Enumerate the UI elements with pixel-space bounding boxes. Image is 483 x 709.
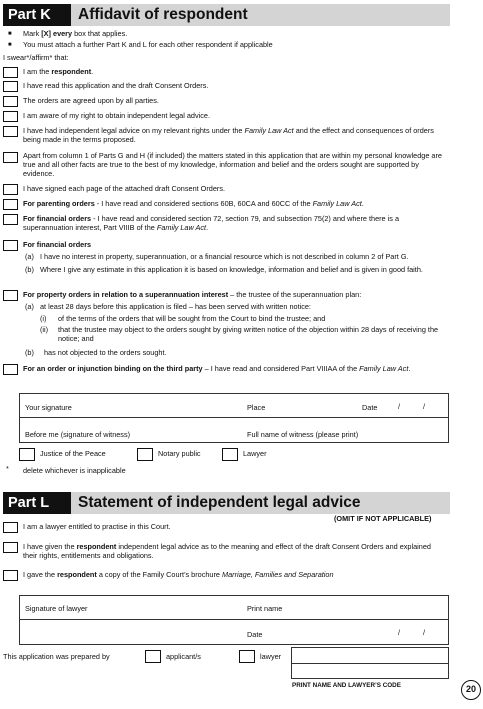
checkbox-gave-brochure[interactable]	[3, 570, 18, 581]
statement-served-notice: at least 28 days before this application is filed – has been served with written notice:	[40, 302, 311, 311]
before-me-label: Before me (signature of witness)	[25, 430, 131, 439]
checkbox-parenting-orders[interactable]	[3, 199, 18, 210]
statement-matters-true: Apart from column 1 of Parts G and H (if included) the matters stated in this application that are within my personal knowledge are true and all other facts are true to the best of my knowledge, information and belief and the orders sought are supported by evidence.	[23, 151, 442, 178]
notary-public-label: Notary public	[158, 449, 201, 458]
item-label: (b)	[25, 348, 34, 357]
print-name-code-label: PRINT NAME AND LAWYER’S CODE	[292, 682, 401, 689]
checkbox-justice-of-peace[interactable]	[19, 448, 35, 461]
justice-of-peace-label: Justice of the Peace	[40, 449, 106, 458]
item-label: (i)	[40, 314, 47, 323]
date-label: Date	[247, 630, 263, 639]
checkbox-signed-pages[interactable]	[3, 184, 18, 195]
checkbox-lawyer-entitled[interactable]	[3, 522, 18, 533]
part-l-header	[3, 492, 450, 514]
item-label: (b)	[25, 265, 34, 274]
divider	[291, 663, 449, 664]
statement-no-interest: I have no interest in property, superannuation, or a financial resource which is not described in column 2 of Part G.	[40, 252, 409, 261]
date-separator: /	[398, 402, 401, 411]
applicant-label: applicant/s	[166, 652, 201, 661]
statement-respondent: I am the respondent.	[23, 67, 94, 76]
statement-trustee-may-object: that the trustee may object to the orders sought by giving written notice of the objection within 28 days of receiving the notice; and	[58, 325, 439, 343]
checkbox-lawyer-prepared[interactable]	[239, 650, 255, 663]
statement-gave-brochure: I gave the respondent a copy of the Family Court’s brochure Marriage, Families and Separation	[23, 570, 334, 579]
instruction-mark-every: Mark [X] every box that applies.	[23, 29, 128, 38]
lawyer-prepared-label: lawyer	[260, 652, 282, 661]
checkbox-matters-true[interactable]	[3, 152, 18, 163]
part-k-label: Part K	[3, 4, 71, 26]
statement-terms-of-orders: of the terms of the orders that will be sought from the Court to bind the trustee; and	[58, 314, 326, 323]
place-label: Place	[247, 403, 266, 412]
checkbox-financial-orders-sections[interactable]	[3, 214, 18, 225]
checkbox-lawyer-witness[interactable]	[222, 448, 238, 461]
part-l-label: Part L	[3, 492, 71, 514]
footnote-text: delete whichever is inapplicable	[23, 466, 126, 475]
checkbox-read-application[interactable]	[3, 81, 18, 92]
checkbox-third-party[interactable]	[3, 364, 18, 375]
checkbox-had-legal-advice[interactable]	[3, 126, 18, 137]
full-name-witness-label: Full name of witness (please print)	[247, 430, 359, 439]
checkbox-orders-agreed[interactable]	[3, 96, 18, 107]
statement-not-objected: has not objected to the orders sought.	[44, 348, 167, 357]
date-label: Date	[362, 403, 378, 412]
bullet-icon: ■	[8, 31, 12, 37]
date-separator: /	[398, 628, 401, 637]
statement-had-legal-advice: I have had independent legal advice on my relevant rights under the Family Law Act and the effect and consequences of orders being made in the terms proposed.	[23, 126, 434, 144]
checkbox-notary-public[interactable]	[137, 448, 153, 461]
date-separator: /	[423, 628, 426, 637]
checkbox-given-advice[interactable]	[3, 542, 18, 553]
statement-third-party: For an order or injunction binding on the third party – I have read and considered Part VIIIAA of the Family Law Act.	[23, 364, 411, 373]
item-label: (a)	[25, 302, 34, 311]
statement-estimate-good-faith: Where I give any estimate in this application it is based on knowledge, information and belief and is given in good faith.	[40, 265, 423, 274]
item-label: (ii)	[40, 325, 49, 334]
lawyer-witness-label: Lawyer	[243, 449, 267, 458]
divider	[19, 619, 449, 620]
your-signature-label: Your signature	[25, 403, 72, 412]
page-number: 20	[461, 680, 481, 700]
checkbox-financial-orders-interest[interactable]	[3, 240, 18, 251]
statement-financial-orders-heading: For financial orders	[23, 240, 92, 249]
lawyer-signature-box[interactable]	[19, 595, 449, 645]
statement-lawyer-entitled: I am a lawyer entitled to practise in this Court.	[23, 522, 171, 531]
statement-aware-legal-advice: I am aware of my right to obtain independent legal advice.	[23, 111, 210, 120]
statement-signed-pages: I have signed each page of the attached draft Consent Orders.	[23, 184, 226, 193]
checkbox-respondent[interactable]	[3, 67, 18, 78]
footnote-star: *	[6, 464, 9, 473]
prepared-by-label: This application was prepared by	[3, 652, 110, 661]
statement-parenting-orders: For parenting orders - I have read and considered sections 60B, 60CA and 60CC of the Family Law Act.	[23, 199, 364, 208]
part-l-title: Statement of independent legal advice	[78, 494, 361, 511]
statement-financial-orders-sections: For financial orders - I have read and considered section 72, section 79, and subsection 75(2) and where there is a superannuation interest, Part VIIIB of the Family Law Act.	[23, 214, 400, 232]
checkbox-superannuation[interactable]	[3, 290, 18, 301]
signature-of-lawyer-label: Signature of lawyer	[25, 604, 88, 613]
statement-given-advice: I have given the respondent independent legal advice as to the meaning and effect of the draft Consent Orders and explained their rights, entitlements and obligations.	[23, 542, 431, 560]
part-k-title: Affidavit of respondent	[78, 6, 248, 23]
item-label: (a)	[25, 252, 34, 261]
swear-affirm-text: I swear*/affirm* that:	[3, 53, 69, 62]
instruction-attach: You must attach a further Part K and L for each other respondent if applicable	[23, 40, 273, 49]
checkbox-applicant[interactable]	[145, 650, 161, 663]
omit-note: (OMIT IF NOT APPLICABLE)	[334, 514, 432, 523]
part-k-header	[3, 4, 450, 26]
divider	[19, 417, 449, 418]
date-separator: /	[423, 402, 426, 411]
statement-read-application: I have read this application and the draft Consent Orders.	[23, 81, 209, 90]
statement-superannuation: For property orders in relation to a superannuation interest – the trustee of the superannuation plan:	[23, 290, 362, 299]
statement-orders-agreed: The orders are agreed upon by all parties.	[23, 96, 159, 105]
bullet-icon: ■	[8, 42, 12, 48]
print-name-label: Print name	[247, 604, 283, 613]
checkbox-aware-legal-advice[interactable]	[3, 111, 18, 122]
